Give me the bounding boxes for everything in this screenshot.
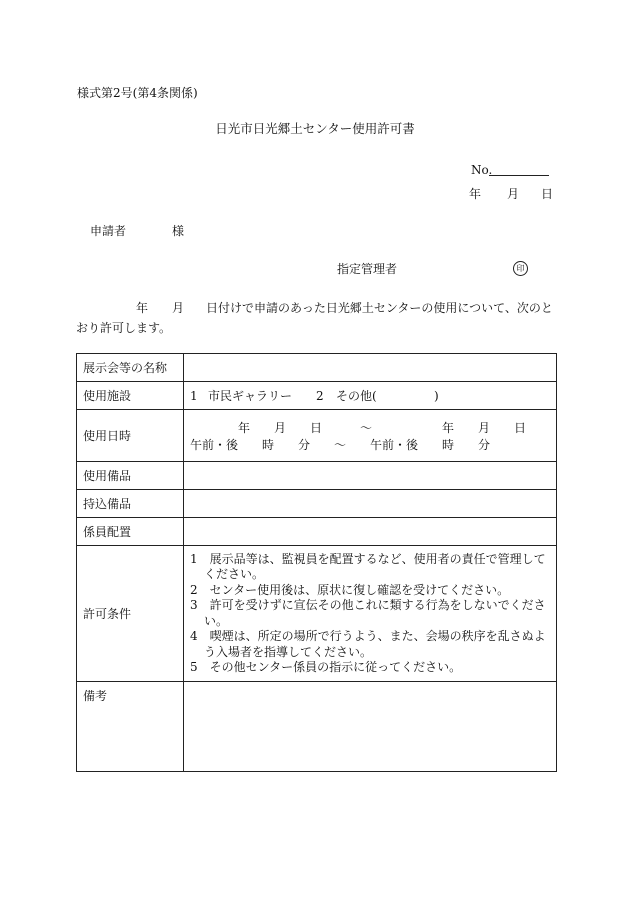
condition-item: 2 センター使用後は、原状に復し確認を受けてください。 (190, 582, 510, 597)
form-number: 様式第2号(第4条関係) (77, 86, 198, 100)
staff-value (184, 518, 557, 546)
brought-items-label: 持込備品 (77, 490, 184, 518)
row-staff (77, 518, 557, 546)
start-year: 年 (238, 420, 251, 435)
intro-text-line1: 日付けで申請のあった日光郷土センターの使用について、次のと (206, 301, 553, 315)
facility-option2: その他( (336, 388, 377, 403)
remarks-label: 備考 (77, 682, 184, 772)
permit-details-table (76, 353, 557, 772)
equipment-value (184, 462, 557, 490)
exhibition-name-label: 展示会等の名称 (77, 354, 184, 382)
document-title: 日光市日光郷土センター使用許可書 (215, 121, 415, 136)
issue-date-month: 月 (507, 187, 520, 201)
equipment-label: 使用備品 (77, 462, 184, 490)
start-minute: 分 (298, 437, 311, 452)
document-number-blank (489, 175, 549, 176)
exhibition-name-value (184, 354, 557, 382)
row-facility (77, 382, 557, 410)
intro-year: 年 (136, 301, 149, 315)
facility-label: 使用施設 (77, 382, 184, 410)
row-exhibition-name (77, 354, 557, 382)
time-range-separator: 〜 (334, 437, 347, 452)
applicant-honorific: 様 (172, 224, 185, 238)
condition-item: 3 許可を受けずに宣伝その他これに類する行為をしないでください。 (190, 598, 546, 628)
facility-option2-number: 2 (316, 388, 324, 403)
row-brought-items (77, 490, 557, 518)
remarks-value (184, 682, 557, 772)
condition-item: 4 喫煙は、所定の場所で行うよう、また、会場の秩序を乱さぬよう入場者を指導してください。 (190, 629, 546, 659)
intro-month: 月 (172, 301, 185, 315)
conditions-list (190, 550, 550, 678)
conditions-label: 許可条件 (77, 546, 184, 682)
start-month: 月 (274, 420, 287, 435)
issue-date-day: 日 (541, 187, 554, 201)
start-hour: 時 (262, 437, 275, 452)
designated-manager-label: 指定管理者 (337, 262, 398, 276)
conditions-value (184, 546, 557, 682)
end-day: 日 (514, 420, 527, 435)
row-remarks (77, 682, 557, 772)
row-equipment (77, 462, 557, 490)
datetime-value (184, 410, 557, 462)
applicant-label: 申請者 (90, 224, 127, 238)
seal-icon: 印 (513, 261, 528, 276)
datetime-range-separator: 〜 (360, 420, 373, 435)
end-month: 月 (478, 420, 491, 435)
row-conditions (77, 546, 557, 682)
facility-option1-number: 1 (190, 388, 198, 403)
end-ampm: 午前・後 (370, 437, 419, 452)
row-datetime (77, 410, 557, 462)
condition-item: 1 展示品等は、監視員を配置するなど、使用者の責任で管理してください。 (190, 551, 546, 581)
issue-date-year: 年 (469, 187, 482, 201)
end-minute: 分 (478, 437, 491, 452)
intro-text-line2: おり許可します。 (76, 321, 172, 335)
facility-option2-close: ) (434, 388, 439, 403)
staff-label: 係員配置 (77, 518, 184, 546)
document-number-label: No. (471, 163, 493, 177)
start-ampm: 午前・後 (190, 437, 239, 452)
brought-items-value (184, 490, 557, 518)
facility-value (184, 382, 557, 410)
condition-item: 5 その他センター係員の指示に従ってください。 (190, 660, 462, 674)
end-year: 年 (442, 420, 455, 435)
start-day: 日 (310, 420, 323, 435)
end-hour: 時 (442, 437, 455, 452)
datetime-label: 使用日時 (77, 410, 184, 462)
facility-option1: 市民ギャラリー (208, 388, 293, 403)
